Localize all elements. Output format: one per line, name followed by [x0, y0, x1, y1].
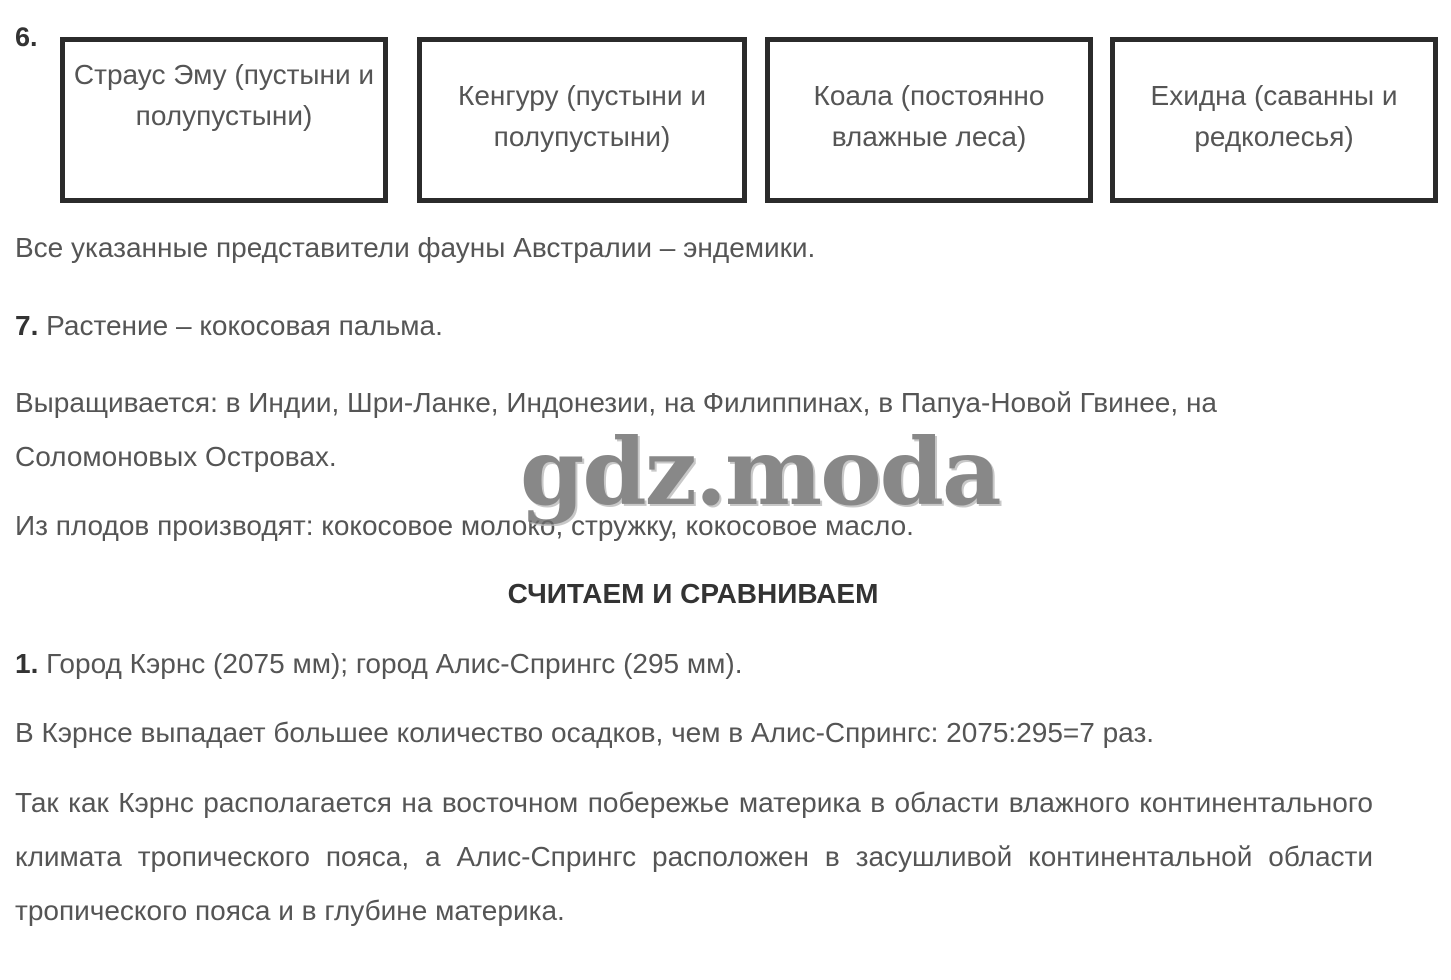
q7-plant-text: Растение – кокосовая пальма. — [46, 310, 443, 341]
q6-conclusion: Все указанные представители фауны Австралии – эндемики. — [15, 232, 816, 263]
watermark-logo: gdz.moda — [520, 418, 1000, 526]
animal-box-emu-text: Страус Эму (пустыни и полупустыни) — [73, 59, 375, 131]
question-6-number: 6. — [15, 22, 38, 52]
question-1-number: 1. — [15, 648, 39, 679]
animal-box-echidna — [1110, 37, 1438, 203]
q1-cities-line — [15, 648, 743, 680]
animal-box-koala — [765, 37, 1093, 203]
q7-plant-line — [15, 310, 443, 342]
q1-explanation: Так как Кэрнс располагается на восточном побережье материка в области влажного континентального климата тропического пояса, а Алис-Спрингс расположен в засушливой континентальной области тропического пояса и в глубине материка. — [15, 787, 1373, 926]
animal-box-echidna-text: Ехидна (саванны и редколесья) — [1150, 80, 1398, 152]
q7-products: Из плодов производят: кокосовое молоко, стружку, кокосовое масло. — [15, 510, 914, 541]
q1-compare: В Кэрнсе выпадает большее количество осадков, чем в Алис-Спрингс: 2075:295=7 раз. — [15, 717, 1155, 748]
animal-box-kangaroo — [417, 37, 747, 203]
animal-box-kangaroo-text: Кенгуру (пустыни и полупустыни) — [458, 80, 706, 152]
animal-box-emu — [60, 37, 388, 203]
animal-box-koala-text: Коала (постоянно влажные леса) — [813, 80, 1045, 152]
q1-cities-text: Город Кэрнс (2075 мм); город Алис-Спрингс (295 мм). — [46, 648, 743, 679]
q7-grown-paragraph: Выращивается: в Индии, Шри-Ланке, Индонезии, на Филиппинах, в Папуа-Новой Гвинее, на Соломоновых Островах. — [15, 387, 1217, 472]
question-7-number: 7. — [15, 310, 39, 341]
section-heading: СЧИТАЕМ И СРАВНИВАЕМ — [507, 578, 879, 609]
